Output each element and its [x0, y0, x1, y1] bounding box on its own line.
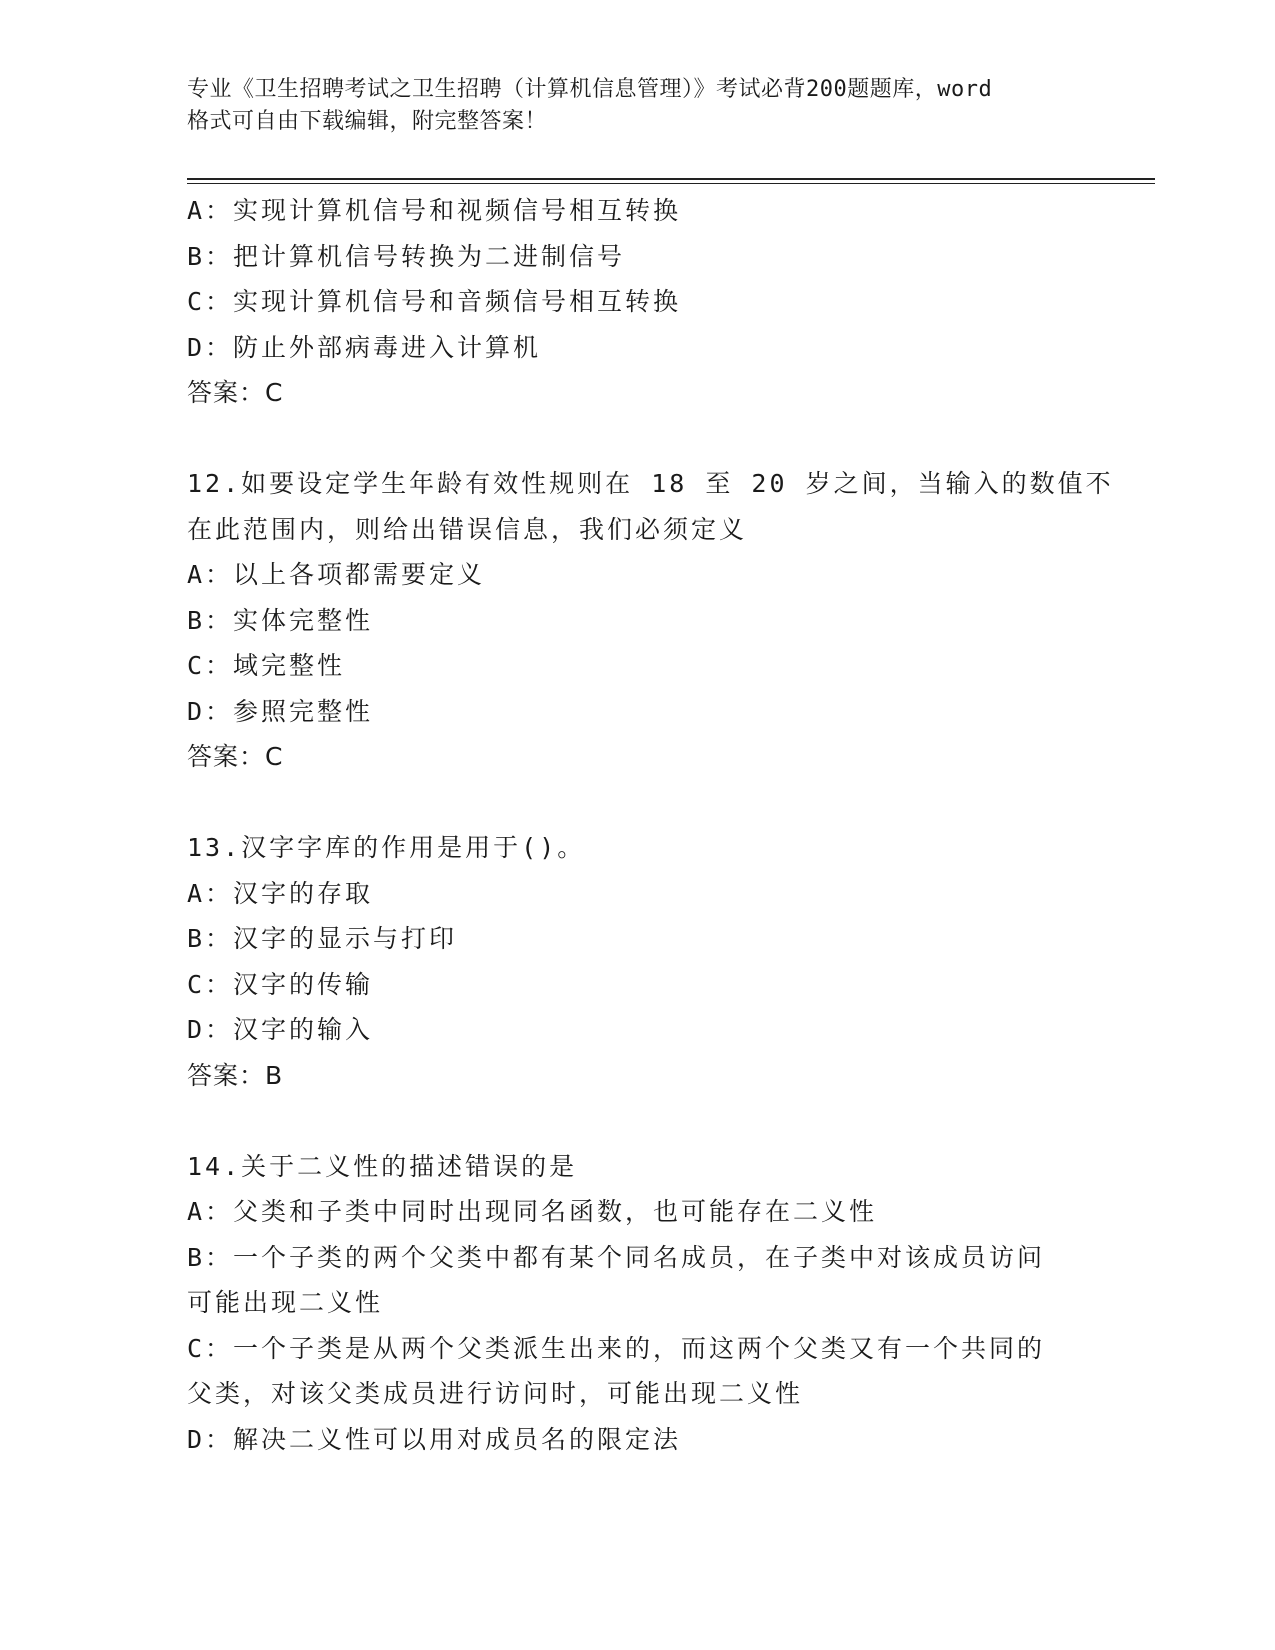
question-content [187, 188, 1114, 1462]
question-stem: 12.如要设定学生年龄有效性规则在 18 至 20 岁之间，当输入的数值不 [187, 469, 1114, 498]
question-stem: 13.汉字字库的作用是用于()。 [187, 833, 586, 862]
question-13 [187, 825, 1087, 1098]
header-line-2: 格式可自由下载编辑，附完整答案！ [187, 109, 548, 134]
spacer [187, 780, 1087, 826]
question-11 [187, 188, 1087, 416]
header-rule-thick [187, 178, 1155, 180]
spacer [187, 416, 1087, 462]
option-a: A：汉字的存取 [187, 878, 374, 908]
option-a: A：父类和子类中同时出现同名函数，也可能存在二义性 [187, 1197, 878, 1226]
question-12 [187, 461, 1114, 780]
option-a: A：实现计算机信号和视频信号相互转换 [187, 196, 682, 225]
question-stem: 在此范围内，则给出错误信息，我们必须定义 [187, 514, 748, 544]
header-rule-thin [187, 183, 1155, 184]
option-c: C：实现计算机信号和音频信号相互转换 [187, 287, 682, 316]
question-stem: 14.关于二义性的描述错误的是 [187, 1151, 578, 1181]
option-d: D：解决二义性可以用对成员名的限定法 [187, 1424, 682, 1454]
option-b: B：实体完整性 [187, 605, 374, 635]
option-c: C：域完整性 [187, 651, 346, 680]
option-d: D：汉字的输入 [187, 1015, 374, 1044]
document-header [187, 74, 1087, 138]
option-d: D：防止外部病毒进入计算机 [187, 332, 542, 362]
option-c-continued: 父类，对该父类成员进行访问时，可能出现二义性 [187, 1379, 804, 1408]
option-b-continued: 可能出现二义性 [187, 1288, 384, 1317]
header-line-1: 专业《卫生招聘考试之卫生招聘（计算机信息管理）》考试必背200题题库，word [187, 77, 993, 102]
answer: 答案：C [187, 742, 284, 771]
option-c: C：汉字的传输 [187, 969, 374, 999]
option-b: B：汉字的显示与打印 [187, 924, 458, 953]
question-14 [187, 1144, 1087, 1463]
option-a: A：以上各项都需要定义 [187, 560, 486, 589]
spacer [187, 1098, 1087, 1144]
answer: 答案：B [187, 1060, 284, 1090]
option-b: B：一个子类的两个父类中都有某个同名成员，在子类中对该成员访问 [187, 1242, 1046, 1272]
option-b: B：把计算机信号转换为二进制信号 [187, 241, 626, 271]
option-d: D：参照完整性 [187, 696, 374, 726]
option-c: C：一个子类是从两个父类派生出来的，而这两个父类又有一个共同的 [187, 1333, 1046, 1363]
answer: 答案：C [187, 378, 284, 407]
